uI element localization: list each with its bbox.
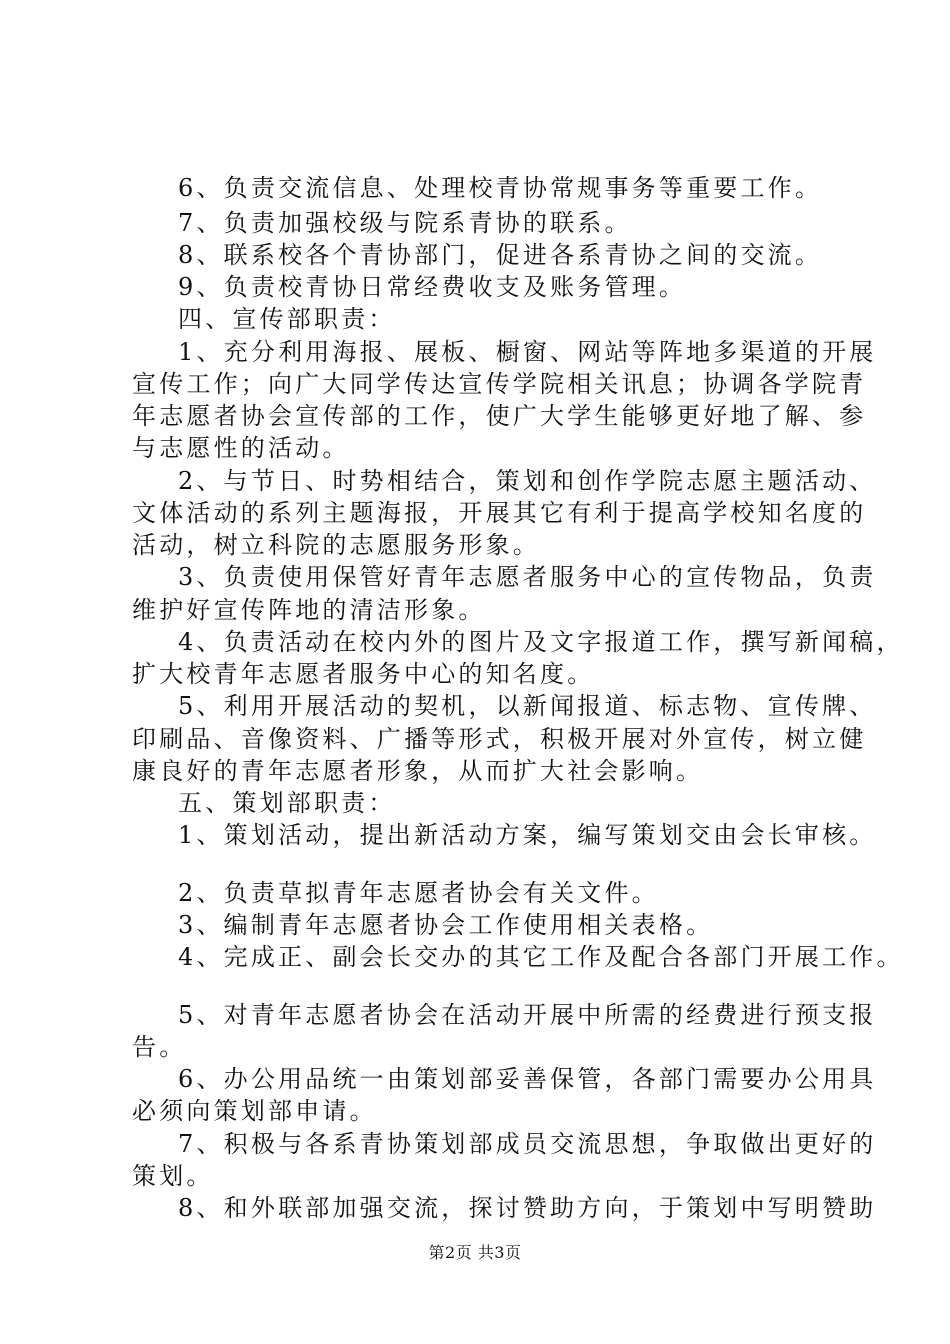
text-line: 4、完成正、副会长交办的其它工作及配合各部门开展工作。 <box>178 943 904 971</box>
text-line: 8、联系校各个青协部门，促进各系青协之间的交流。 <box>178 241 823 269</box>
text-line: 维护好宣传阵地的清洁形象。 <box>132 596 486 624</box>
text-line: 3、编制青年志愿者协会工作使用相关表格。 <box>178 911 714 939</box>
text-line: 2、负责草拟青年志愿者协会有关文件。 <box>178 879 659 907</box>
text-line: 与志愿性的活动。 <box>132 434 350 462</box>
text-line: 扩大校青年志愿者服务中心的知名度。 <box>132 660 595 688</box>
text-line: 告。 <box>132 1033 187 1061</box>
text-line: 年志愿者协会宣传部的工作，使广大学生能够更好地了解、参 <box>132 402 867 430</box>
text-line: 文体活动的系列主题海报，开展其它有利于提高学校知名度的 <box>132 499 867 527</box>
text-line: 活动，树立科院的志愿服务形象。 <box>132 531 540 559</box>
text-line: 2、与节日、时势相结合，策划和创作学院志愿主题活动、 <box>178 467 877 495</box>
text-line: 必须向策划部申请。 <box>132 1097 377 1125</box>
text-line: 8、和外联部加强交流，探讨赞助方向，于策划中写明赞助 <box>178 1194 877 1222</box>
text-line: 6、负责交流信息、处理校青协常规事务等重要工作。 <box>178 174 823 202</box>
text-line: 7、积极与各系青协策划部成员交流思想，争取做出更好的 <box>178 1130 877 1158</box>
text-line: 7、负责加强校级与院系青协的联系。 <box>178 209 632 237</box>
text-line: 1、充分利用海报、展板、橱窗、网站等阵地多渠道的开展 <box>178 338 877 366</box>
text-line: 策划。 <box>132 1162 214 1190</box>
page-number-footer: 第2页 共3页 <box>428 1243 522 1262</box>
text-line: 4、负责活动在校内外的图片及文字报道工作，撰写新闻稿， <box>178 628 904 656</box>
text-line: 6、办公用品统一由策划部妥善保管，各部门需要办公用具 <box>178 1065 877 1093</box>
text-line: 5、利用开展活动的契机，以新闻报道、标志物、宣传牌、 <box>178 692 877 720</box>
text-line: 宣传工作；向广大同学传达宣传学院相关讯息；协调各学院青 <box>132 370 867 398</box>
text-line: 印刷品、音像资料、广播等形式，积极开展对外宣传，树立健 <box>132 725 867 753</box>
text-line: 3、负责使用保管好青年志愿者服务中心的宣传物品，负责 <box>178 563 877 591</box>
section-heading: 四、宣传部职责： <box>178 305 396 333</box>
text-line: 5、对青年志愿者协会在活动开展中所需的经费进行预支报 <box>178 1001 877 1029</box>
text-line: 1、策划活动，提出新活动方案，编写策划交由会长审核。 <box>178 821 877 849</box>
text-line: 9、负责校青协日常经费收支及账务管理。 <box>178 273 687 301</box>
section-heading: 五、策划部职责： <box>178 789 396 817</box>
text-line: 康良好的青年志愿者形象，从而扩大社会影响。 <box>132 757 704 785</box>
